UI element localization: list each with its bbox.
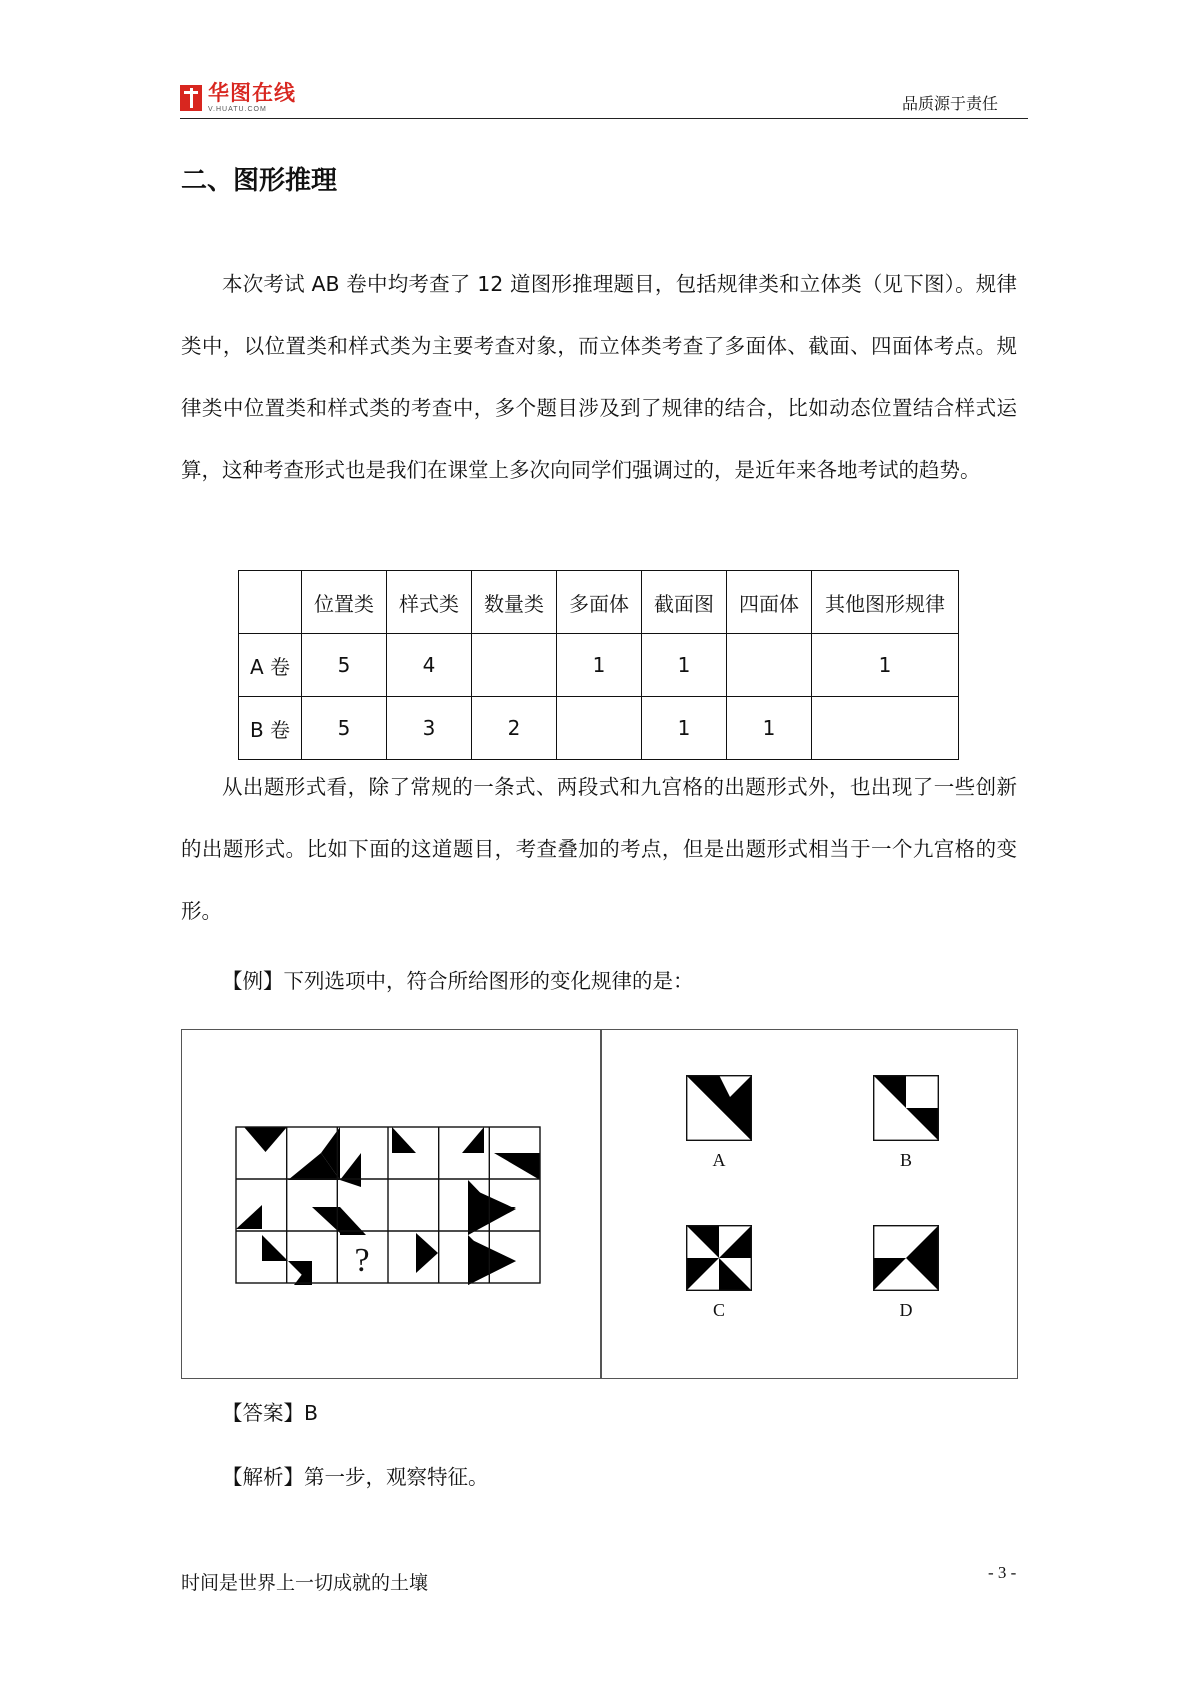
table-header-row — [239, 571, 959, 634]
logo-text: 华图在线 — [208, 81, 296, 105]
table-cell: 1 — [642, 697, 727, 760]
option-c-figure[interactable] — [686, 1225, 752, 1291]
question-type-table — [238, 570, 959, 760]
table-header-cell — [239, 571, 302, 634]
paragraph-format: 从出题形式看，除了常规的一条式、两段式和九宫格的出题形式外，也出现了一些创新的出题形式。比如下面的这道题目，考查叠加的考点，但是出题形式相当于一个九宫格的变形。 — [181, 775, 1017, 923]
table-cell: 4 — [387, 634, 472, 697]
table-cell: 5 — [302, 634, 387, 697]
grid-triangle — [312, 1207, 340, 1233]
grid-triangle — [244, 1127, 287, 1152]
page-number: - 3 - — [988, 1563, 1017, 1582]
table-cell: 2 — [472, 697, 557, 760]
puzzle-figure — [181, 1029, 1018, 1379]
example-prompt: 【例】下列选项中，符合所给图形的变化规律的是： — [222, 969, 694, 993]
table-header-cell: 多面体 — [557, 571, 642, 634]
grid-triangle — [416, 1233, 438, 1273]
table-cell: 5 — [302, 697, 387, 760]
page-header — [180, 82, 1028, 119]
answer-line: 【答案】B — [222, 1401, 319, 1425]
analysis-line: 【解析】第一步，观察特征。 — [222, 1465, 489, 1489]
option-d-figure[interactable] — [873, 1225, 939, 1291]
section-title: 二、图形推理 — [181, 166, 338, 196]
grid-triangle — [262, 1235, 288, 1261]
header-slogan: 品质源于责任 — [901, 94, 998, 113]
grid-triangle — [462, 1127, 484, 1153]
logo-url: V.HUATU.COM — [208, 106, 267, 113]
table-header-cell: 截面图 — [642, 571, 727, 634]
option-a-label: A — [712, 1150, 726, 1170]
table-cell — [472, 634, 557, 697]
option-c-label: C — [712, 1300, 725, 1320]
option-d-label: D — [899, 1300, 913, 1320]
table-header-cell: 样式类 — [387, 571, 472, 634]
table-cell — [557, 697, 642, 760]
table-header-cell: 位置类 — [302, 571, 387, 634]
option-b-label: B — [899, 1150, 912, 1170]
table-cell: 1 — [812, 634, 959, 697]
grid-triangle — [236, 1205, 262, 1229]
grid-triangle — [340, 1153, 361, 1187]
grid-triangle — [392, 1127, 416, 1153]
grid-triangle — [468, 1238, 516, 1285]
table-row — [239, 634, 959, 697]
logo-mark-icon — [180, 85, 202, 111]
footer-motto: 时间是世界上一切成就的土壤 — [181, 1572, 429, 1594]
table-header-cell: 数量类 — [472, 571, 557, 634]
figure-divider — [600, 1030, 602, 1378]
puzzle-grid — [234, 1125, 554, 1287]
table-cell: 1 — [557, 634, 642, 697]
table-cell — [727, 634, 812, 697]
question-mark: ? — [354, 1242, 370, 1279]
table-cell — [812, 697, 959, 760]
table-cell: A 卷 — [239, 634, 302, 697]
table-row — [239, 697, 959, 760]
table-cell: 1 — [727, 697, 812, 760]
table-cell: 1 — [642, 634, 727, 697]
grid-triangle — [468, 1187, 516, 1235]
option-b-figure[interactable] — [873, 1075, 939, 1141]
grid-triangle — [494, 1153, 540, 1180]
paragraph-intro: 本次考试 AB 卷中均考查了 12 道图形推理题目，包括规律类和立体类（见下图）。规律类中，以位置类和样式类为主要考查对象，而立体类考查了多面体、截面、四面体考点。规律类中位置类和样式类的考查中，多个题目涉及到了规律的结合，比如动态位置结合样式运算，这种考查形式也是我们在课堂上多次向同学们强调过的，是近年来各地考试的趋势。 — [181, 272, 1017, 482]
table-header-cell: 四面体 — [727, 571, 812, 634]
table-header-cell: 其他图形规律 — [812, 571, 959, 634]
table-cell: B 卷 — [239, 697, 302, 760]
table-cell: 3 — [387, 697, 472, 760]
logo — [180, 82, 296, 114]
option-a-figure[interactable] — [686, 1075, 752, 1141]
